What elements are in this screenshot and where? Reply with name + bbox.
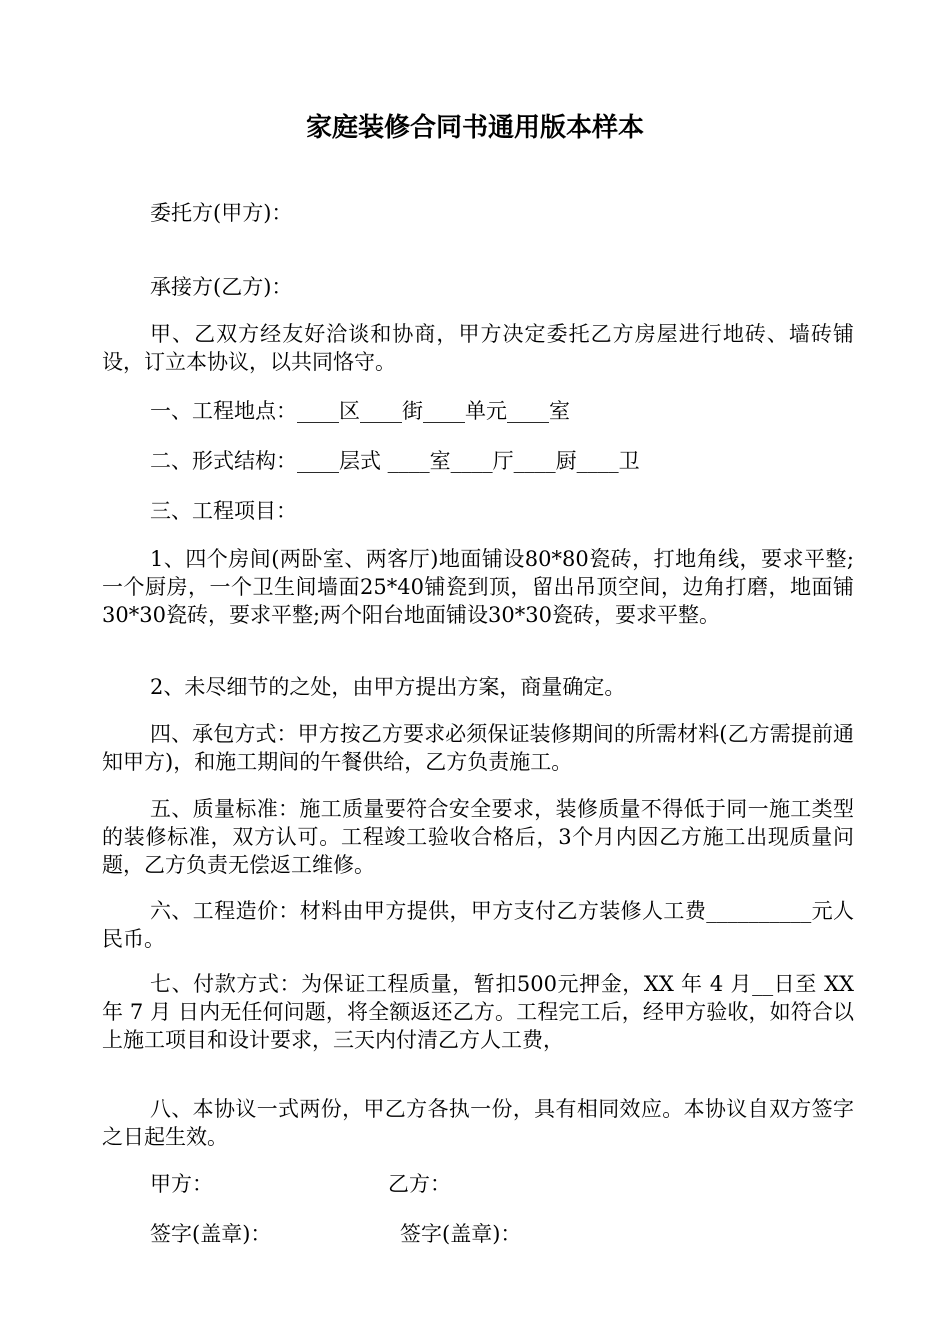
section-2-structure: 二、形式结构：____层式 ____室____厅____厨____卫 [150,449,640,473]
party-a-seal-label: 签字(盖章)： [150,1222,272,1246]
intro-paragraph: 甲、乙双方经友好洽谈和协商，甲方决定委托乙方房屋进行地砖、墙砖铺设，订立本协议，以共同恪守。 [102,322,854,374]
section-1-location: 一、工程地点：____区____街____单元____室 [150,399,570,423]
section-8-paragraph: 八、本协议一式两份，甲乙方各执一份，具有相同效应。本协议自双方签字之日起生效。 [102,1097,854,1149]
party-a-heading: 委托方(甲方)： [150,201,293,225]
section-4-paragraph: 四、承包方式：甲方按乙方要求必须保证装修期间的所需材料(乙方需提前通知甲方)，和施工期间的午餐供给，乙方负责施工。 [102,722,854,774]
section-6-paragraph: 六、工程造价：材料由甲方提供，甲方支付乙方装修人工费__________元人民币。 [102,899,854,951]
item-2-paragraph: 2、未尽细节的之处，由甲方提出方案，商量确定。 [150,675,626,699]
section-3-heading: 三、工程项目： [150,499,297,523]
party-b-signature-label: 乙方： [388,1172,451,1196]
party-b-heading: 承接方(乙方)： [150,275,293,299]
item-1-paragraph: 1、四个房间(两卧室、两客厅)地面铺设80*80瓷砖，打地角线，要求平整;一个厨房，一个卫生间墙面25*40铺瓷到顶，留出吊顶空间，边角打磨，地面铺30*30瓷砖，要求平整;两个阳台地面铺设30*30瓷砖，要求平整。 [102,547,854,627]
party-a-signature-label: 甲方： [150,1172,213,1196]
document-title: 家庭装修合同书通用版本样本 [305,113,644,143]
section-7-paragraph: 七、付款方式：为保证工程质量，暂扣500元押金，XX 年 4 月__日至 XX 年 7 月 日内无任何问题，将全额返还乙方。工程完工后，经甲方验收，如符合以上施工项目和设计要求，三天内付清乙方人工费， [102,972,854,1052]
section-5-paragraph: 五、质量标准：施工质量要符合安全要求，装修质量不得低于同一施工类型的装修标准，双方认可。工程竣工验收合格后，3个月内因乙方施工出现质量问题，乙方负责无偿返工维修。 [102,797,854,877]
party-b-seal-label: 签字(盖章)： [400,1222,522,1246]
